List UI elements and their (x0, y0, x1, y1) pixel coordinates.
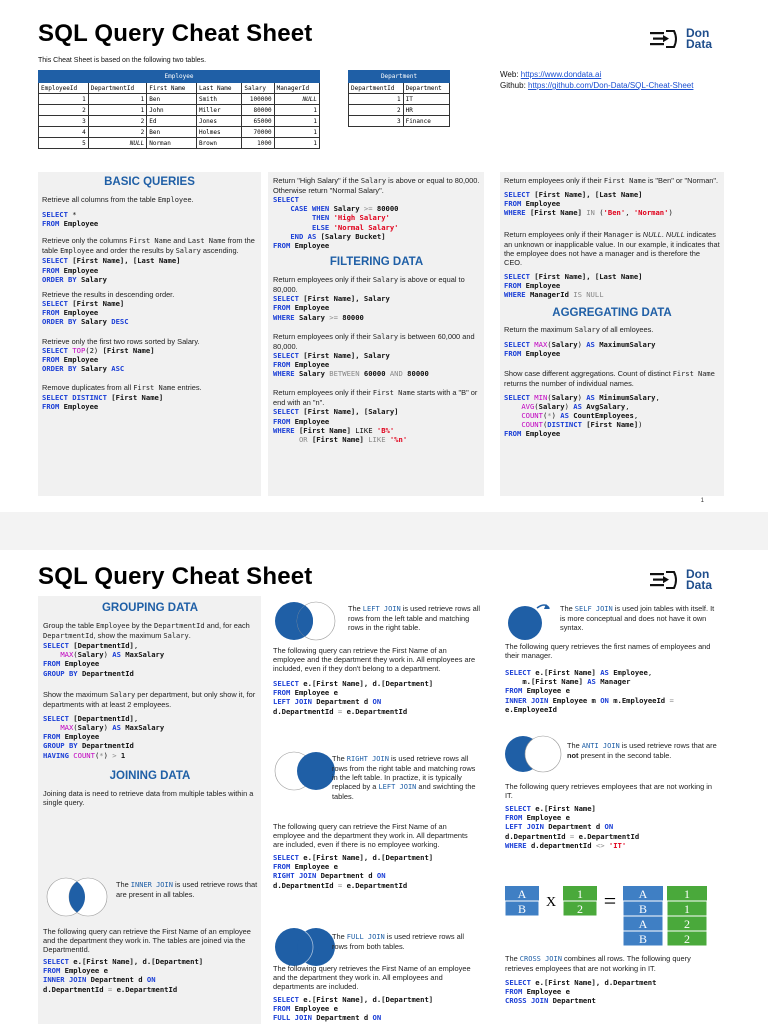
right-join-section (273, 822, 480, 890)
text-run: Return "High Salary" if the (273, 176, 361, 185)
text-run: , show the maximum (93, 631, 164, 640)
text-run: is used retrieve rows all rows from the left table and matching rows in the right table. (348, 604, 481, 632)
code-is-null: SELECT [First Name], [Last Name] FROM Employee WHERE ManagerId IS NULL (504, 271, 643, 300)
table-cell: Holmes (196, 127, 241, 138)
text-run: is between 60,000 and 80,000. (273, 331, 475, 351)
text-run: Employee (60, 247, 94, 256)
group-text-2 (43, 690, 257, 709)
cross-result-letter: A (638, 887, 648, 901)
cross-operator: X (545, 895, 557, 910)
table-header-cell: DepartmentId (88, 83, 146, 94)
code-anti-join: SELECT e.[First Name] FROM Employee e LEFT JOIN Department d ON d.DepartmentId = e.DepartmentId WHERE d.departmentId <> 'IT' (505, 804, 640, 850)
right-join-text: The following query can retrieve the First Name of an employee and the department they work in. All departments are included, even if there is no employee working. (273, 822, 468, 849)
text-run: The (567, 741, 582, 750)
grouping-section (43, 602, 257, 807)
table-cell: Miller (196, 105, 241, 116)
table-cell: 100000 (242, 94, 274, 105)
text-run: of all emloyees. (599, 325, 654, 335)
text-run: Salary (372, 332, 399, 341)
code-max: SELECT MAX(Salary) AS MaximumSalary FROM Employee (504, 340, 656, 359)
text-run: Salary (163, 632, 189, 640)
cross-result-letter: B (638, 902, 648, 916)
table-cell: 1 (39, 94, 89, 105)
table-header-cell: First Name (147, 83, 197, 94)
basic-text-4: Retrieve only the first two rows sorted by Salary. (42, 336, 200, 346)
self-join-desc (560, 604, 720, 632)
text-run: Return employees only if their (504, 176, 604, 185)
text-run: The (560, 604, 575, 613)
cross-right-1: 1 (577, 887, 583, 901)
logo-text-data: Data (686, 37, 713, 51)
text-run: CROSS JOIN (519, 955, 562, 963)
logo-arrow-icon (650, 570, 680, 590)
table-row (39, 94, 320, 105)
text-run: is (633, 229, 643, 239)
text-run: Manager (603, 230, 634, 239)
code-left-join: SELECT e.[First Name], d.[Department] FROM Employee e LEFT JOIN Department d ON d.DepartmentId = e.DepartmentId (273, 679, 434, 716)
text-run: present in the second table. (578, 751, 672, 760)
code-group-by: SELECT [DepartmentId], MAX(Salary) AS MaxSalary FROM Employee GROUP BY DepartmentId (43, 641, 165, 678)
left-join-text: The following query can retrieve the First Name of an employee and the department they work in. All employees are included, even if they don't belong to a department. (273, 646, 476, 673)
text-run: Remove duplicates from all (42, 383, 134, 393)
cross-join-text (505, 954, 720, 973)
text-run: is used retrieve rows that are present in all tables. (116, 880, 258, 899)
table-cell: John (147, 105, 197, 116)
cross-equals: = (603, 888, 617, 913)
inner-join-desc (116, 880, 258, 899)
code-case-when: SELECT CASE WHEN Salary >= 80000 THEN 'High Salary' ELSE 'Normal Salary' END AS [Salary Bucket] FROM Employee (273, 195, 399, 251)
logo-text-don: Don (686, 26, 710, 40)
text-run: and order the results by (93, 246, 176, 256)
table-cell: NULL (274, 94, 319, 105)
table-cell: Finance (403, 116, 449, 127)
left-join-section (273, 646, 480, 716)
table-header-cell: Last Name (196, 83, 241, 94)
text-run: Salary (360, 177, 387, 185)
table-cell: Norman (147, 138, 197, 149)
don-data-logo[interactable] (650, 27, 720, 53)
code-full-join: SELECT e.[First Name], d.[Department] FROM Employee e FULL JOIN Department d ON (273, 995, 434, 1023)
code-where-ge: SELECT [First Name], Salary FROM Employee WHERE Salary >= 80000 (273, 294, 390, 322)
page-title: SQL Query Cheat Sheet (38, 563, 313, 590)
table-cell: 1 (274, 127, 319, 138)
text-run: First Name (129, 237, 172, 246)
text-run: Last Name (187, 237, 226, 246)
text-run: per department, but only show it, for departments with at least 2 employees. (43, 689, 256, 709)
table-cell: 1000 (242, 138, 274, 149)
text-run: DepartmentId (43, 632, 94, 640)
text-run: and, for each (204, 621, 250, 630)
text-run: Group the table (43, 621, 97, 630)
code-cross-join: SELECT e.[First Name], d.Department FROM Employee e CROSS JOIN Department (505, 978, 657, 1006)
text-run: The (332, 932, 347, 941)
text-run: The (348, 604, 363, 613)
joining-heading: JOINING DATA (109, 769, 191, 782)
table-cell: 1 (88, 94, 146, 105)
text-run: . (188, 631, 191, 640)
text-run: is used retrieve rows all rows from the right table and matching rows in the left table. In practize, it is typically replaced by a (332, 754, 476, 791)
inner-join-venn-icon (42, 876, 112, 918)
tables-note: This Cheat Sheet is based on the following two tables. (38, 57, 207, 64)
filter-text-1 (273, 275, 480, 294)
full-join-text: The following query retrieves the First Name of an employee and the department they work in. All employees and departments are included. (273, 964, 471, 991)
text-run: starts with a "B" or end with an "n". (273, 388, 478, 408)
text-run: ascending. (200, 246, 239, 256)
right-join-venn-icon (270, 750, 340, 792)
code-between: SELECT [First Name], Salary FROM Employee WHERE Salary BETWEEN 60000 AND 80000 (273, 350, 429, 379)
filter-text-2 (273, 332, 480, 351)
text-run: combines all rows. The following query retrieves employees that are not working in IT. (505, 954, 691, 973)
department-table (348, 70, 450, 127)
text-run: Employee (157, 196, 192, 204)
text-run: Return employees only if their (273, 275, 373, 285)
cross-result-letter: B (638, 932, 648, 946)
code-distinct: SELECT DISTINCT [First Name] FROM Employee (42, 393, 164, 412)
table-header-cell: ManagerId (274, 83, 319, 94)
grouping-heading: GROUPING DATA (101, 602, 199, 614)
table-row (349, 105, 450, 116)
text-run: DepartmentId (153, 622, 205, 630)
anti-join-desc (567, 741, 720, 760)
text-run: . (191, 195, 194, 204)
text-run: Return employees only if their (273, 388, 373, 398)
text-run: and swichting the tables. (332, 782, 476, 801)
in-text (504, 176, 720, 186)
github-link[interactable]: https://github.com/Don-Data/SQL-Cheat-Sheet (528, 81, 694, 90)
table-cell: Smith (196, 94, 241, 105)
text-run: from the table (42, 236, 255, 256)
text-run: The (505, 954, 520, 963)
inner-join-text: The following query can retrieve the First Name of an employee and the department they work in. The tables are joined via the DepartmentId. (43, 927, 251, 954)
text-run: indicates an unknown or inapplicable value. In our example, it indicates that the employee does not have a manager and is therefore the CEO. (504, 229, 720, 267)
text-run: FULL JOIN (346, 933, 385, 941)
table-cell: 2 (39, 105, 89, 116)
cross-left-a: A (517, 887, 527, 901)
text-run: ANTI JOIN (581, 742, 620, 750)
logo-text-data: Data (686, 578, 713, 592)
table-cell: NULL (88, 138, 146, 149)
table-cell: 80000 (242, 105, 274, 116)
text-run: First Name (133, 384, 176, 393)
text-run: The (332, 754, 347, 763)
table-cell: Jones (196, 116, 241, 127)
text-run: is above or equal to 80,000. Otherwise return "Normal Salary". (273, 176, 480, 195)
table-cell: 5 (39, 138, 89, 149)
code-order-desc: SELECT [First Name] FROM Employee ORDER BY Salary DESC (42, 299, 129, 327)
table-cell: 1 (88, 105, 146, 116)
text-run: NULL (665, 229, 685, 239)
code-top: SELECT TOP(2) [First Name] FROM Employee ORDER BY Salary ASC (42, 345, 155, 374)
text-run: SELF JOIN (574, 605, 613, 613)
join-intro-text: Joining data is need to retrieve data from multiple tables within a single query. (43, 788, 254, 807)
cross-result-number: 1 (684, 887, 690, 901)
text-run: Salary (372, 276, 399, 285)
filter-text-3 (273, 388, 480, 407)
text-run: is used retrieve rows all rows from both tables. (332, 932, 465, 951)
table-cell: IT (403, 94, 449, 105)
case-text (273, 176, 480, 195)
text-run: entries. (175, 383, 202, 393)
cross-left-b: B (517, 902, 527, 916)
text-run: Show the maximum (43, 689, 110, 699)
logo-text-don: Don (686, 567, 710, 581)
text-run: Employee (96, 622, 130, 630)
text-run: RIGHT JOIN (346, 755, 389, 763)
logo-arrow-icon (650, 29, 680, 49)
table-header-cell: DepartmentId (349, 83, 404, 94)
text-run: Salary (574, 326, 600, 335)
full-join-venn-icon (270, 926, 340, 968)
cross-right-2: 2 (577, 902, 583, 916)
text-run: First Name (672, 369, 715, 378)
text-run: LEFT JOIN (362, 605, 401, 613)
basic-text-2 (42, 236, 257, 256)
table-cell: Ben (147, 94, 197, 105)
table-cell: 1 (274, 116, 319, 127)
code-select-all: SELECT * FROM Employee (42, 210, 99, 229)
anti-join-section (505, 782, 720, 850)
text-run: The (116, 880, 131, 889)
text-run: and (171, 236, 188, 246)
text-run: LEFT JOIN (378, 783, 417, 791)
full-join-desc (332, 932, 480, 951)
table-row (349, 94, 450, 105)
filtering-section (273, 176, 480, 444)
table-row (39, 127, 320, 138)
text-run: First Name (603, 177, 646, 185)
text-run: Return employees only if their (504, 229, 604, 239)
text-run: is above or equal to 80,000. (273, 275, 465, 295)
code-having: SELECT [DepartmentId], MAX(Salary) AS MaxSalary FROM Employee GROUP BY DepartmentId HAVING COUNT(*) > 1 (43, 713, 165, 760)
code-inner-join: SELECT e.[First Name], d.[Department] FROM Employee e INNER JOIN Department d ON d.DepartmentId = e.DepartmentId (43, 957, 204, 994)
basic-queries-heading: BASIC QUERIES (104, 176, 195, 188)
cross-result-number: 2 (684, 932, 690, 946)
null-text (504, 230, 720, 267)
text-run: First Name (372, 389, 415, 398)
code-like: SELECT [First Name], [Salary] FROM Employee WHERE [First Name] LIKE 'B%' OR [First Name] LIKE '%n' (273, 407, 408, 445)
table-row (349, 116, 450, 127)
text-run: not (567, 751, 579, 760)
full-join-section (273, 964, 480, 1023)
left-join-desc (348, 604, 480, 632)
text-run: Retrieve only the columns (42, 236, 130, 246)
text-run: returns the number of individual names. (504, 378, 634, 388)
table-cell: 1 (349, 94, 404, 105)
cross-result-number: 2 (684, 917, 690, 931)
code-in: SELECT [First Name], [Last Name] FROM Employee WHERE [First Name] IN ('Ben', 'Norman') (504, 190, 673, 218)
text-run: Return employees only if their (273, 331, 373, 341)
code-order-by: SELECT [First Name], [Last Name] FROM Employee ORDER BY Salary (42, 256, 181, 284)
text-run: Show case different aggregations. Count of distinct (504, 368, 673, 378)
table-row (39, 138, 320, 149)
table-cell: 70000 (242, 127, 274, 138)
table-row (39, 105, 320, 116)
table-cell: Ed (147, 116, 197, 127)
cross-result-letter: A (638, 917, 648, 931)
table-cell: 65000 (242, 116, 274, 127)
table-cell: Ben (147, 127, 197, 138)
table-cell: Brown (196, 138, 241, 149)
cross-join-diagram (505, 884, 720, 948)
text-run: Retrieve all columns from the table (42, 195, 158, 204)
web-label: Web: (500, 70, 521, 79)
table-cell: 3 (349, 116, 404, 127)
don-data-logo[interactable] (650, 568, 720, 594)
self-join-section (505, 642, 720, 714)
text-run: Return the maximum (504, 325, 575, 335)
department-table-caption: Department (349, 71, 450, 83)
employee-table-caption: Employee (39, 71, 320, 83)
table-cell: 1 (274, 138, 319, 149)
group-text-1 (43, 621, 257, 641)
code-right-join: SELECT e.[First Name], d.[Department] FROM Employee e RIGHT JOIN Department d ON d.DepartmentId = e.DepartmentId (273, 853, 434, 890)
text-run: INNER JOIN (130, 881, 173, 889)
inner-join-section (43, 927, 257, 994)
github-label: Github: (500, 81, 529, 90)
cross-join-section (505, 954, 720, 1006)
anti-join-text: The following query retrieves employees that are not working in IT. (505, 782, 713, 800)
table-cell: 4 (39, 127, 89, 138)
table-header-cell: Department (403, 83, 449, 94)
table-cell: 3 (39, 116, 89, 127)
table-header-cell: Salary (242, 83, 274, 94)
basic-text-3: Retrieve the results in descending order. (42, 290, 175, 300)
aggregating-heading: AGGREGATING DATA (552, 307, 672, 320)
right-join-desc (332, 754, 480, 801)
employee-table (38, 70, 320, 149)
page-title: SQL Query Cheat Sheet (38, 20, 313, 47)
text-run: is used retrieve rows that are (619, 741, 717, 750)
text-run: Salary (175, 247, 201, 256)
text-run: is "Ben" or "Norman". (645, 176, 719, 185)
code-self-join: SELECT e.[First Name] AS Employee, m.[First Name] AS Manager FROM Employee e INNER JOIN Employee m ON m.EmployeeId = e.EmployeeId (505, 668, 674, 714)
table-cell: 1 (274, 105, 319, 116)
links-block (500, 69, 693, 91)
self-join-text: The following query retrieves the first names of employees and their manager. (505, 642, 711, 660)
anti-join-venn-icon (503, 734, 565, 774)
table-header-cell: EmployeeId (39, 83, 89, 94)
aggregating-section (504, 176, 720, 439)
agg-text-2 (504, 369, 720, 388)
code-aggregations: SELECT MIN(Salary) AS MinimumSalary, AVG(Salary) AS AvgSalary, COUNT(*) AS CountEmployees, COUNT(DISTINCT [First Name]) FROM Employee (504, 392, 660, 439)
page-number: 1 (700, 498, 704, 504)
agg-text-1 (504, 325, 720, 335)
table-row (39, 116, 320, 127)
self-join-venn-icon (503, 600, 555, 642)
cheat-sheet-page-2 (0, 550, 768, 1024)
basic-text-1 (42, 195, 257, 205)
filtering-heading: FILTERING DATA (329, 256, 424, 269)
left-join-venn-icon (270, 600, 340, 642)
table-cell: 2 (349, 105, 404, 116)
text-run: NULL (642, 229, 662, 239)
text-run: by the (129, 621, 154, 630)
page-gap (0, 512, 768, 550)
text-run: . (661, 229, 666, 239)
text-run: Salary (109, 690, 136, 699)
cross-result-number: 1 (684, 902, 690, 916)
table-cell: HR (403, 105, 449, 116)
table-cell: 2 (88, 127, 146, 138)
table-cell: 2 (88, 116, 146, 127)
basic-queries-section (42, 176, 257, 412)
web-link[interactable]: https://www.dondata.ai (520, 70, 602, 79)
text-run: is used join tables with itself. It is more conceptual and does not have it own syntax. (560, 604, 715, 632)
basic-text-5 (42, 383, 257, 393)
